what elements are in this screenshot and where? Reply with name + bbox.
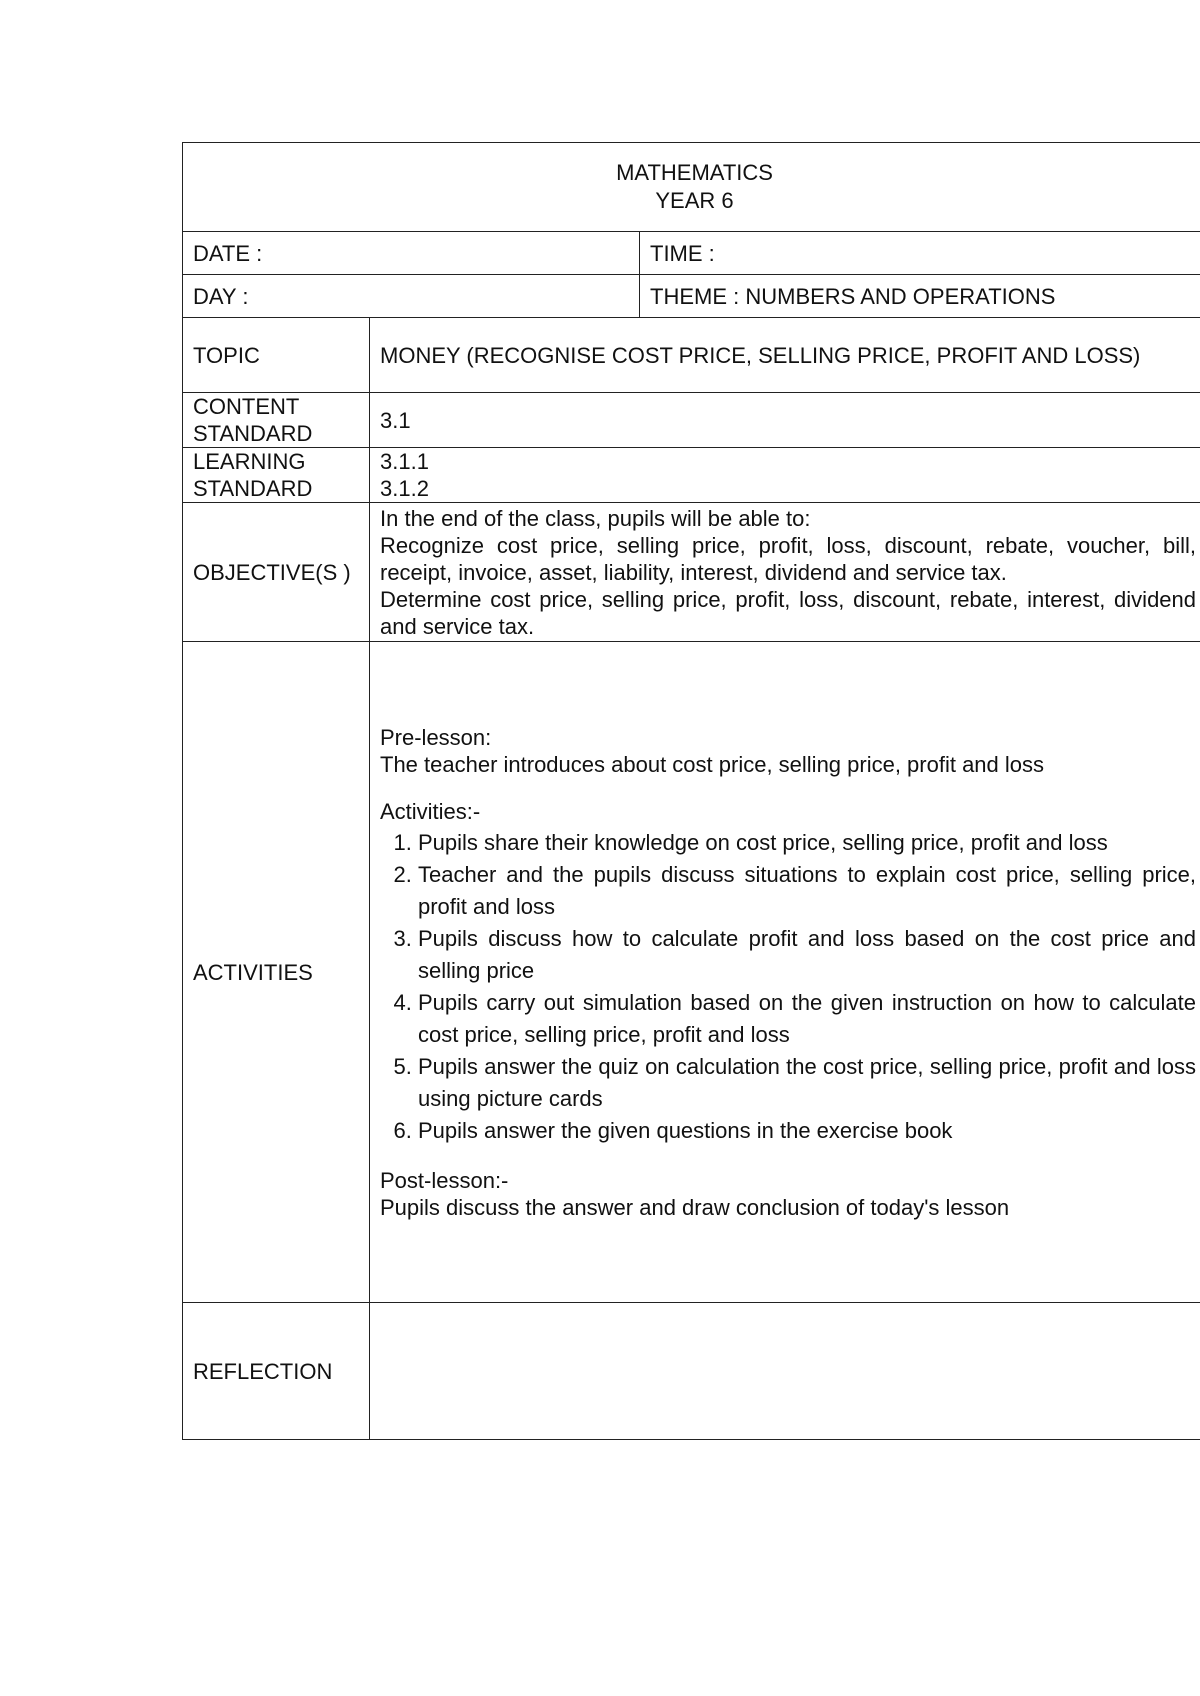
learning-standard-label-line2: STANDARD xyxy=(193,476,313,501)
list-item: 5. Pupils answer the quiz on calculation the cost price, selling price, profit and loss using picture cards xyxy=(418,1051,1196,1115)
objectives-intro: In the end of the class, pupils will be able to: xyxy=(380,505,811,531)
activities-label: ACTIVITIES xyxy=(183,642,370,1303)
objective-item: Determine cost price, selling price, profit, loss, discount, rebate, interest, dividend and service tax. xyxy=(380,586,1197,639)
content-standard-value: 3.1 xyxy=(370,393,1200,448)
list-item: 2. Teacher and the pupils discuss situations to explain cost price, selling price, profit and loss xyxy=(418,859,1196,923)
day-row xyxy=(183,275,1200,318)
topic-row xyxy=(183,318,1200,393)
header-row xyxy=(183,143,1200,232)
topic-label: TOPIC xyxy=(183,318,370,393)
reflection-content xyxy=(370,1303,1200,1440)
content-standard-label-line2: STANDARD xyxy=(193,421,313,446)
subject-title: MATHEMATICS xyxy=(616,160,773,185)
post-lesson-title: Post-lesson:- xyxy=(380,1167,509,1193)
objectives-row xyxy=(183,503,1200,642)
learning-standard-value: 3.1.2 xyxy=(380,476,429,501)
learning-standard-row xyxy=(183,448,1200,503)
list-item: 1. Pupils share their knowledge on cost price, selling price, profit and loss xyxy=(418,827,1196,859)
lesson-plan-table xyxy=(182,142,1200,1440)
objectives-content xyxy=(370,503,1200,642)
date-row xyxy=(183,232,1200,275)
post-lesson-text: Pupils discuss the answer and draw conclusion of today's lesson xyxy=(380,1194,1010,1220)
year-title: YEAR 6 xyxy=(655,188,734,213)
activities-content xyxy=(370,642,1200,1303)
topic-value: MONEY (RECOGNISE COST PRICE, SELLING PRICE, PROFIT AND LOSS) xyxy=(370,318,1200,393)
pre-lesson-title: Pre-lesson: xyxy=(380,724,492,750)
time-cell: TIME : xyxy=(640,232,1200,275)
pre-lesson-text: The teacher introduces about cost price, selling price, profit and loss xyxy=(380,751,1045,777)
list-item: 3. Pupils discuss how to calculate profit and loss based on the cost price and selling price xyxy=(418,923,1196,987)
list-item: 4. Pupils carry out simulation based on the given instruction on how to calculate cost price, selling price, profit and loss xyxy=(418,987,1196,1051)
learning-standard-label xyxy=(183,448,370,503)
reflection-label: REFLECTION xyxy=(183,1303,370,1440)
learning-standard-value: 3.1.1 xyxy=(380,449,429,474)
learning-standard-values xyxy=(370,448,1200,503)
list-item: 6. Pupils answer the given questions in the exercise book xyxy=(418,1115,1196,1147)
date-cell: DATE : xyxy=(183,232,640,275)
theme-cell: THEME : NUMBERS AND OPERATIONS xyxy=(640,275,1200,318)
objectives-label: OBJECTIVE(S ) xyxy=(183,503,370,642)
content-standard-row xyxy=(183,393,1200,448)
content-standard-label xyxy=(183,393,370,448)
day-cell: DAY : xyxy=(183,275,640,318)
learning-standard-label-line1: LEARNING xyxy=(193,449,306,474)
activities-list xyxy=(380,827,1196,1147)
objective-item: Recognize cost price, selling price, profit, loss, discount, rebate, voucher, bill, receipt, invoice, asset, liability, interest, dividend and service tax. xyxy=(380,532,1197,585)
reflection-row xyxy=(183,1303,1200,1440)
header-cell xyxy=(183,143,1200,232)
content-standard-label-line1: CONTENT xyxy=(193,394,300,419)
activities-title: Activities:- xyxy=(380,798,481,824)
activities-row xyxy=(183,642,1200,1303)
